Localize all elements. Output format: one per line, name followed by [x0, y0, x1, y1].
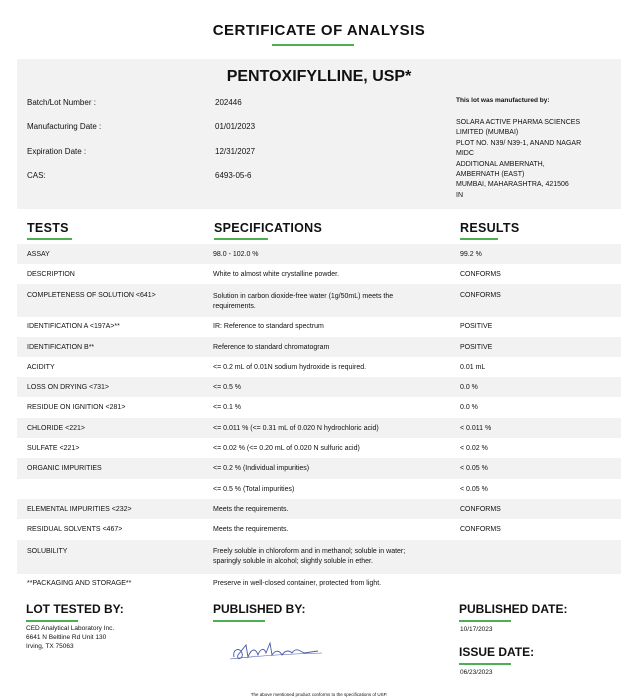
test-result: 0.0 %: [460, 384, 478, 391]
test-result: CONFORMS: [460, 506, 501, 513]
results-column-header: RESULTS: [460, 221, 520, 235]
published-by-underline: [213, 620, 265, 622]
test-name: DESCRIPTION: [27, 271, 75, 278]
manufacturer-line: SOLARA ACTIVE PHARMA SCIENCES: [456, 119, 581, 126]
test-name: **PACKAGING AND STORAGE**: [27, 580, 132, 587]
manufacturing-date-label: Manufacturing Date :: [27, 122, 102, 131]
table-row: [17, 317, 621, 337]
cas-label: CAS:: [27, 171, 46, 180]
cas-value: 6493-05-6: [215, 171, 252, 180]
test-name: ACIDITY: [27, 364, 55, 371]
test-name: CHLORIDE <221>: [27, 425, 85, 432]
batch-lot-value: 202446: [215, 98, 242, 107]
lab-name: CED Analytical Laboratory Inc.: [26, 625, 115, 632]
manufacturing-date-value: 01/01/2023: [215, 122, 256, 131]
test-result: CONFORMS: [460, 526, 501, 533]
lab-address: 6641 N Beltline Rd Unit 130: [26, 634, 107, 641]
test-name: LOSS ON DRYING <731>: [27, 384, 109, 391]
manufacturer-line: MIDC: [456, 150, 474, 158]
manufacturer-title: This lot was manufactured by:: [456, 97, 550, 104]
test-result: 99.2 %: [460, 251, 482, 258]
batch-lot-label: Batch/Lot Number :: [27, 98, 96, 107]
table-row: [17, 418, 621, 438]
published-date-underline: [459, 620, 511, 622]
issue-date-heading: ISSUE DATE:: [459, 645, 535, 659]
table-row: [17, 397, 621, 418]
test-result: < 0.011 %: [460, 425, 492, 432]
test-specification: <= 0.5 %: [213, 384, 242, 391]
test-result: CONFORMS: [460, 292, 501, 299]
test-name: COMPLETENESS OF SOLUTION <641>: [27, 292, 156, 299]
test-specification: White to almost white crystalline powder.: [213, 271, 340, 278]
test-specification: <= 0.02 % (<= 0.20 mL of 0.020 N sulfuric acid): [213, 445, 360, 452]
test-specification: Solution in carbon dioxide-free water (1g/50mL) meets the requirements.: [213, 293, 394, 310]
test-name: ORGANIC IMPURITIES: [27, 465, 102, 472]
table-row: [17, 244, 621, 264]
test-specification: <= 0.1 %: [213, 404, 242, 411]
test-specification: <= 0.011 % (<= 0.31 mL of 0.020 N hydrochloric acid): [213, 425, 379, 432]
manufacturer-line: MUMBAI, MAHARASHTRA, 421506: [456, 181, 569, 189]
test-name: IDENTIFICATION A <197A>**: [27, 323, 120, 330]
signature: [226, 637, 324, 667]
issue-date-underline: [459, 663, 511, 665]
manufacturer-line: LIMITED (MUMBAI): [456, 129, 519, 137]
published-date-heading: PUBLISHED DATE:: [459, 602, 568, 616]
expiration-date-value: 12/31/2027: [215, 147, 256, 156]
title-underline: [272, 44, 354, 46]
test-result: POSITIVE: [460, 344, 493, 351]
lab-city: Irving, TX 75063: [26, 643, 74, 650]
manufacturer-line: AMBERNATH (EAST): [456, 171, 525, 178]
test-result: 0.0 %: [460, 404, 478, 411]
results-header-underline: [460, 238, 498, 240]
product-name: PENTOXIFYLLINE, USP*: [226, 68, 412, 85]
table-row: [17, 574, 621, 594]
test-name: IDENTIFICATION B**: [27, 344, 95, 351]
test-specification: <= 0.2 % (Individual impurities): [213, 465, 310, 472]
test-specification: IR: Reference to standard spectrum: [213, 323, 324, 330]
lot-tested-by-underline: [26, 620, 78, 622]
manufacturer-line: ADDITIONAL AMBERNATH,: [456, 160, 545, 168]
test-name: ASSAY: [27, 251, 50, 258]
test-result: CONFORMS: [460, 271, 501, 278]
test-result: < 0.05 %: [460, 486, 488, 493]
table-row: [17, 438, 621, 458]
test-result: < 0.05 %: [460, 465, 488, 472]
table-row: [17, 519, 621, 540]
table-row: [17, 458, 621, 479]
tests-header-underline: [27, 238, 72, 240]
document-title: CERTIFICATE OF ANALYSIS: [212, 22, 426, 39]
issue-date-value: 06/23/2023: [460, 669, 493, 676]
table-row: [17, 479, 621, 499]
table-row: [17, 337, 621, 357]
test-specification: Reference to standard chromatogram: [213, 344, 330, 351]
table-row: [17, 284, 621, 317]
tests-column-header: TESTS: [27, 221, 69, 235]
test-name: SULFATE <221>: [27, 445, 80, 452]
test-name: RESIDUE ON IGNITION <281>: [27, 404, 126, 411]
test-specification: Preserve in well-closed container, protected from light.: [213, 580, 382, 587]
table-row: [17, 499, 621, 519]
lot-tested-by-heading: LOT TESTED BY:: [26, 602, 124, 616]
test-name: ELEMENTAL IMPURITIES <232>: [27, 506, 132, 513]
table-row: [17, 357, 621, 377]
table-row: [17, 377, 621, 397]
published-date-value: 10/17/2023: [460, 626, 493, 633]
test-specification: 98.0 - 102.0 %: [213, 251, 259, 258]
conformance-note: The above mentioned product conforms to the specifications of USP.: [250, 692, 388, 697]
table-row: [17, 540, 621, 574]
test-result: POSITIVE: [460, 323, 493, 330]
manufacturer-line: PLOT NO. N39/ N39-1, ANAND NAGAR: [456, 139, 582, 147]
test-name: RESIDUAL SOLVENTS <467>: [27, 526, 123, 533]
specifications-header-underline: [214, 238, 268, 240]
test-specification: <= 0.5 % (Total impurities): [213, 486, 295, 493]
test-result: 0.01 mL: [460, 364, 486, 371]
test-name: SOLUBILITY: [27, 548, 68, 555]
test-specification: Meets the requirements.: [213, 526, 289, 533]
test-result: < 0.02 %: [460, 445, 488, 452]
specifications-column-header: SPECIFICATIONS: [214, 221, 323, 235]
expiration-date-label: Expiration Date :: [27, 147, 87, 156]
test-specification: <= 0.2 mL of 0.01N sodium hydroxide is required.: [213, 364, 367, 371]
test-specification: Meets the requirements.: [213, 506, 289, 513]
test-specification: Freely soluble in chloroform and in methanol; soluble in water; sparingly soluble in alcohol; slightly soluble in ether.: [213, 548, 406, 565]
published-by-heading: PUBLISHED BY:: [213, 602, 306, 616]
manufacturer-line: IN: [456, 191, 463, 199]
table-row: [17, 264, 621, 284]
